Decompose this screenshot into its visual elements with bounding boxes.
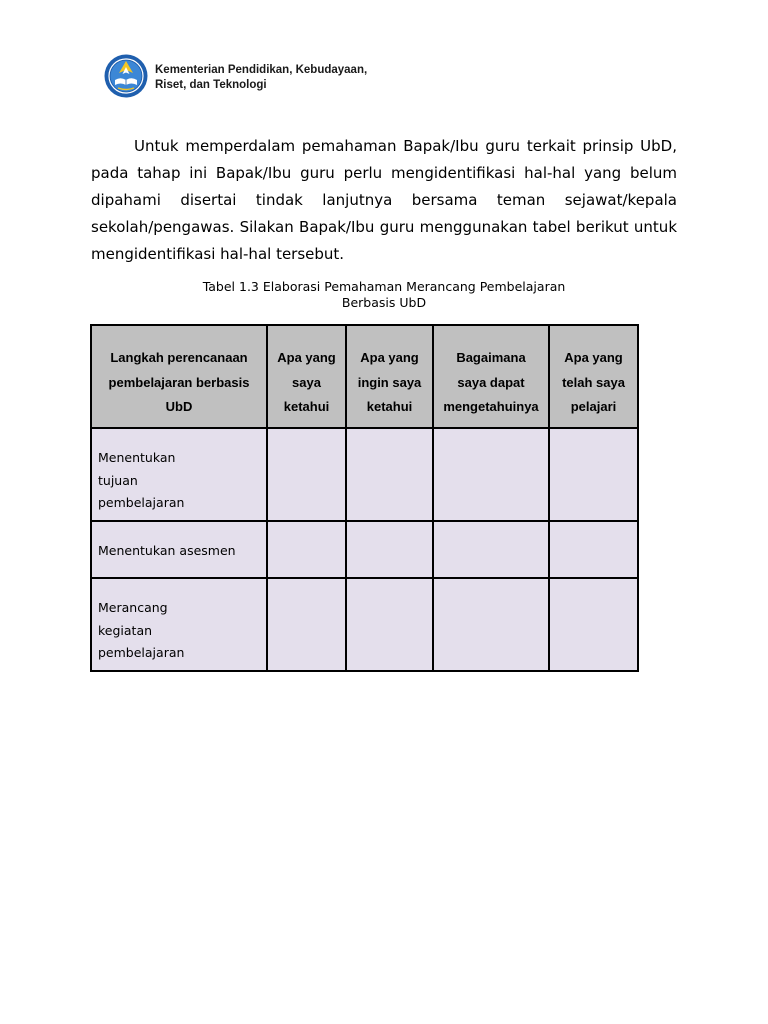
table-row <box>91 578 638 671</box>
header-apa-yang-saya-ketahui: Apa yang saya ketahui <box>267 325 346 428</box>
empty-response-cell <box>549 428 638 521</box>
header-langkah-perencanaan: Langkah perencanaan pembelajaran berbasis UbD <box>91 325 267 428</box>
empty-response-cell <box>267 428 346 521</box>
header-apa-yang-telah-saya-pelajari: Apa yang telah saya pelajari <box>549 325 638 428</box>
table-caption-line2: Berbasis UbD <box>341 295 427 310</box>
table-row <box>91 428 638 521</box>
ministry-name-line1: Kementerian Pendidikan, Kebudayaan, <box>155 64 368 76</box>
ministry-name-line2: Riset, dan Teknologi <box>155 79 267 91</box>
paragraph-line: mengidentifikasi hal-hal tersebut. <box>91 245 345 263</box>
table-row <box>91 521 638 578</box>
paragraph-line: Untuk memperdalam pemahaman Bapak/Ibu guru terkait prinsip UbD, <box>134 137 677 155</box>
empty-response-cell <box>346 428 433 521</box>
paragraph-line: dipahami disertai tindak lanjutnya bersama teman sejawat/kepala <box>91 191 677 209</box>
row-label: Menentukan tujuan pembelajaran <box>91 428 267 521</box>
header-apa-yang-ingin-saya-ketahui: Apa yang ingin saya ketahui <box>346 325 433 428</box>
row-label: Menentukan asesmen <box>91 521 267 578</box>
empty-response-cell <box>267 521 346 578</box>
intro-paragraph <box>91 133 677 268</box>
empty-response-cell <box>549 521 638 578</box>
ministry-logo-icon <box>104 54 148 98</box>
ministry-name <box>155 63 367 93</box>
empty-response-cell <box>433 578 549 671</box>
table-caption <box>0 279 768 311</box>
table-caption-line1: Tabel 1.3 Elaborasi Pemahaman Merancang Pembelajaran <box>202 279 566 294</box>
paragraph-line: sekolah/pengawas. Silakan Bapak/Ibu guru menggunakan tabel berikut untuk <box>91 218 677 236</box>
empty-response-cell <box>346 578 433 671</box>
table-header-row <box>91 325 638 428</box>
ubd-elaboration-table <box>90 324 639 672</box>
empty-response-cell <box>549 578 638 671</box>
empty-response-cell <box>267 578 346 671</box>
header-bagaimana-saya-dapat-mengetahuinya: Bagaimana saya dapat mengetahuinya <box>433 325 549 428</box>
empty-response-cell <box>346 521 433 578</box>
paragraph-line: pada tahap ini Bapak/Ibu guru perlu mengidentifikasi hal-hal yang belum <box>91 164 677 182</box>
row-label: Merancang kegiatan pembelajaran <box>91 578 267 671</box>
empty-response-cell <box>433 428 549 521</box>
empty-response-cell <box>433 521 549 578</box>
